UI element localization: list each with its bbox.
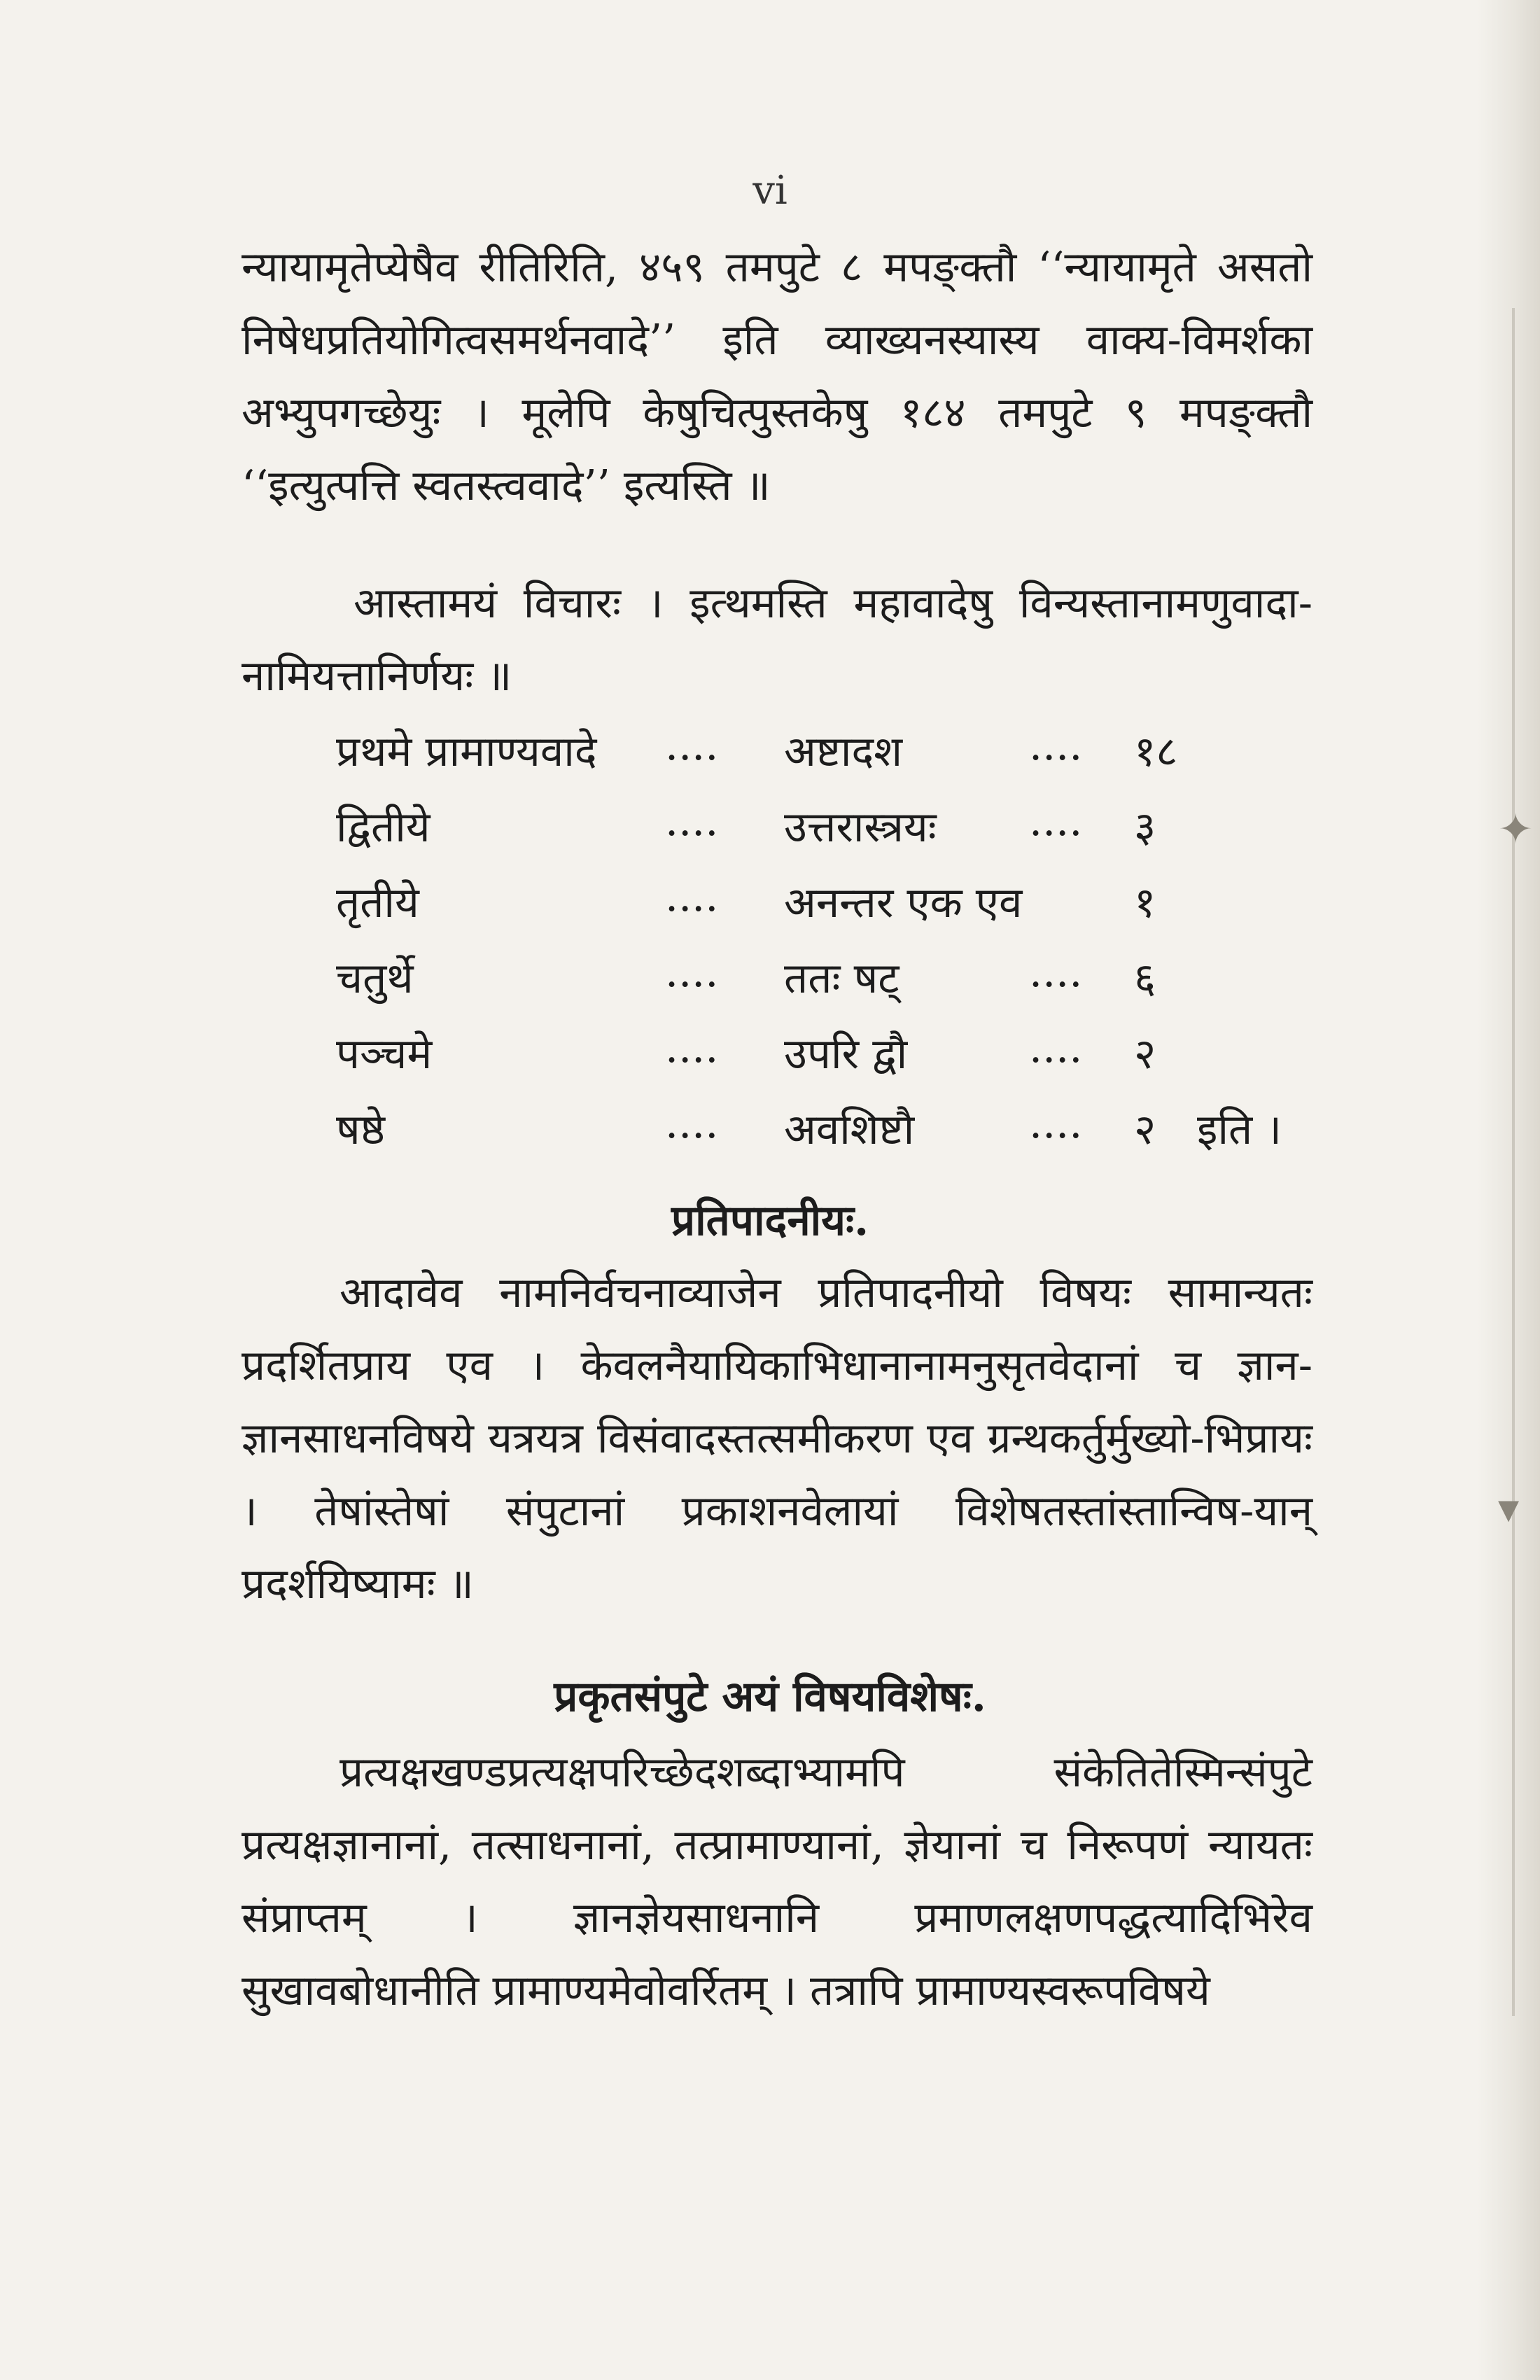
vada-count-list <box>336 721 1316 1175</box>
paragraph-1: न्यायामृतेप्येषैव रीतिरिति, ४५९ तमपुटे ८ मपङ्क्तौ ‘‘न्यायामृते असतो निषेधप्रतियोगित्वसमर्थनवादे’’ इति व्याख्यनस्यास्य वाक्य-विमर्शका अभ्युपगच्छेयुः । मूलेपि केषुचित्पुस्तकेषु १८४ तमपुटे ९ मपङ्क्तौ ‘‘इत्युत्पत्ति स्वतस्त्ववादे’’ इत्यस्ति ॥ <box>241 243 1312 510</box>
list-item <box>336 948 1316 1023</box>
leader-dots: .... <box>665 948 719 997</box>
binding-line <box>1512 308 1515 2016</box>
count-word: उत्तरास्त्रयः <box>784 803 937 852</box>
vada-name: चतुर्थे <box>336 954 414 1003</box>
vada-name: तृतीये <box>336 878 419 927</box>
vada-name: प्रथमे प्रामाण्यवादे <box>336 727 597 776</box>
list-item <box>336 872 1316 948</box>
leader-dots: .... <box>1029 721 1083 770</box>
count-number: १ <box>1134 878 1156 927</box>
count-number: २ <box>1134 1030 1156 1079</box>
page-number: vi <box>752 168 788 214</box>
leader-dots: .... <box>1029 1099 1083 1148</box>
count-word: ततः षट् <box>784 954 899 1003</box>
count-word: अवशिष्टौ <box>784 1105 915 1154</box>
list-item <box>336 1099 1316 1175</box>
list-item <box>336 797 1316 872</box>
paragraph-3: आदावेव नामनिर्वचनाव्याजेन प्रतिपादनीयो विषयः सामान्यतः प्रदर्शितप्राय एव । केवलनैयायिकाभिधानानामनुसृतवेदानां च ज्ञान-ज्ञानसाधनविषये यत्रयत्र विसंवादस्तत्समीकरण एव ग्रन्थकर्तुर्मुख्यो-भिप्रायः । तेषांस्तेषां संपुटानां प्रकाशनवेलायां विशेषतस्तांस्तान्विष-यान् प्रदर्शयिष्यामः ॥ <box>241 1268 1312 1609</box>
count-number: १८ <box>1134 727 1178 776</box>
count-word: अष्टादश <box>784 727 903 776</box>
count-word: अनन्तर एक एव <box>784 878 1023 927</box>
vada-name: षष्ठे <box>336 1105 386 1154</box>
row-end-text: इति । <box>1197 1105 1282 1154</box>
leader-dots: .... <box>665 1023 719 1072</box>
leader-dots: .... <box>665 797 719 846</box>
leader-dots: .... <box>665 721 719 770</box>
paragraph-4: प्रत्यक्षखण्डप्रत्यक्षपरिच्छेदशब्दाभ्यामपि संकेतितेस्मिन्संपुटे प्रत्यक्षज्ञानानां, तत्साधनानां, तत्प्रामाण्यानां, ज्ञेयानां च निरूपणं न्यायतः संप्राप्तम् । ज्ञानज्ञेयसाधनानि प्रमाणलक्षणपद्धत्यादिभिरेव सुखावबोधानीति प्रामाण्यमेवोवर्रितम् । तत्रापि प्रामाण्यस्वरूपविषये <box>241 1748 1312 2015</box>
list-item <box>336 1023 1316 1099</box>
binding-mark-icon: ▾ <box>1498 1484 1520 1533</box>
section-heading: प्रतिपादनीयः. <box>671 1196 869 1245</box>
vada-name: पञ्चमे <box>336 1030 433 1079</box>
count-number: ३ <box>1134 803 1156 852</box>
binding-mark-icon: ✦ <box>1498 805 1534 854</box>
leader-dots: .... <box>665 872 719 921</box>
leader-dots: .... <box>665 1099 719 1148</box>
paragraph-2: आस्तामयं विचारः । इत्थमस्ति महावादेषु विन्यस्तानामणुवादा-नामियत्तानिर्णयः ॥ <box>241 579 1312 701</box>
vada-name: द्वितीये <box>336 803 430 852</box>
leader-dots: .... <box>1029 948 1083 997</box>
leader-dots: .... <box>1029 1023 1083 1072</box>
leader-dots: .... <box>1029 797 1083 846</box>
count-word: उपरि द्वौ <box>784 1030 908 1079</box>
section-heading: प्रकृतसंपुटे अयं विषयविशेषः. <box>554 1672 986 1721</box>
count-number: ६ <box>1134 954 1156 1003</box>
list-item <box>336 721 1316 797</box>
count-number: २ <box>1134 1105 1156 1154</box>
